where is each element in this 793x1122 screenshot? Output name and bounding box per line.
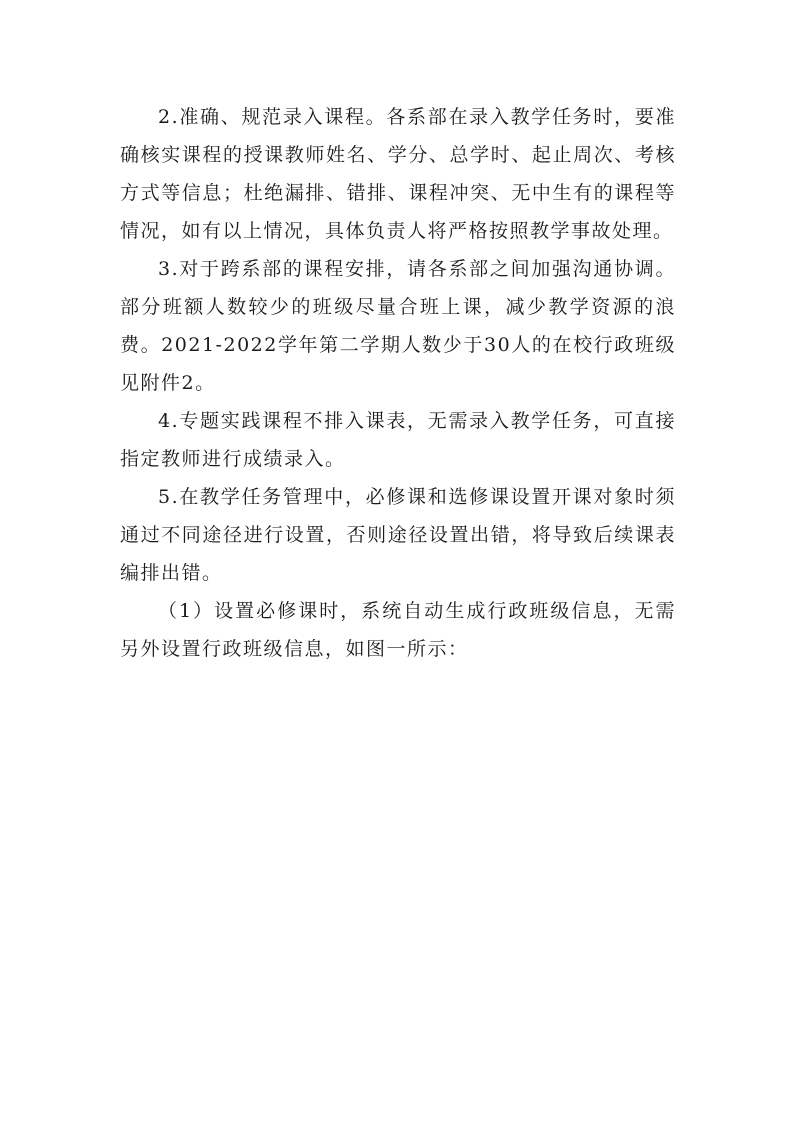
paragraph-item-4: 4.专题实践课程不排入课表，无需录入教学任务，可直接指定教师进行成绩录入。 [120,410,676,470]
paragraph-item-3: 3.对于跨系部的课程安排，请各系部之间加强沟通协调。部分班额人数较少的班级尽量合班上课，减少教学资源的浪费。2021-2022学年第二学期人数少于30人的在校行政班级见附件2。 [120,258,676,394]
paragraph-item-5: 5.在教学任务管理中，必修课和选修课设置开课对象时须通过不同途径进行设置，否则途径设置出错，将导致后续课表编排出错。 [120,486,676,584]
paragraph-subitem-1: （1）设置必修课时，系统自动生成行政班级信息，无需另外设置行政班级信息，如图一所示： [120,600,676,660]
document-body [120,98,676,668]
paragraph-item-2: 2.准确、规范录入课程。各系部在录入教学任务时，要准确核实课程的授课教师姓名、学分、总学时、起止周次、考核方式等信息；杜绝漏排、错排、课程冲突、无中生有的课程等情况，如有以上情况，具体负责人将严格按照教学事故处理。 [120,106,676,242]
